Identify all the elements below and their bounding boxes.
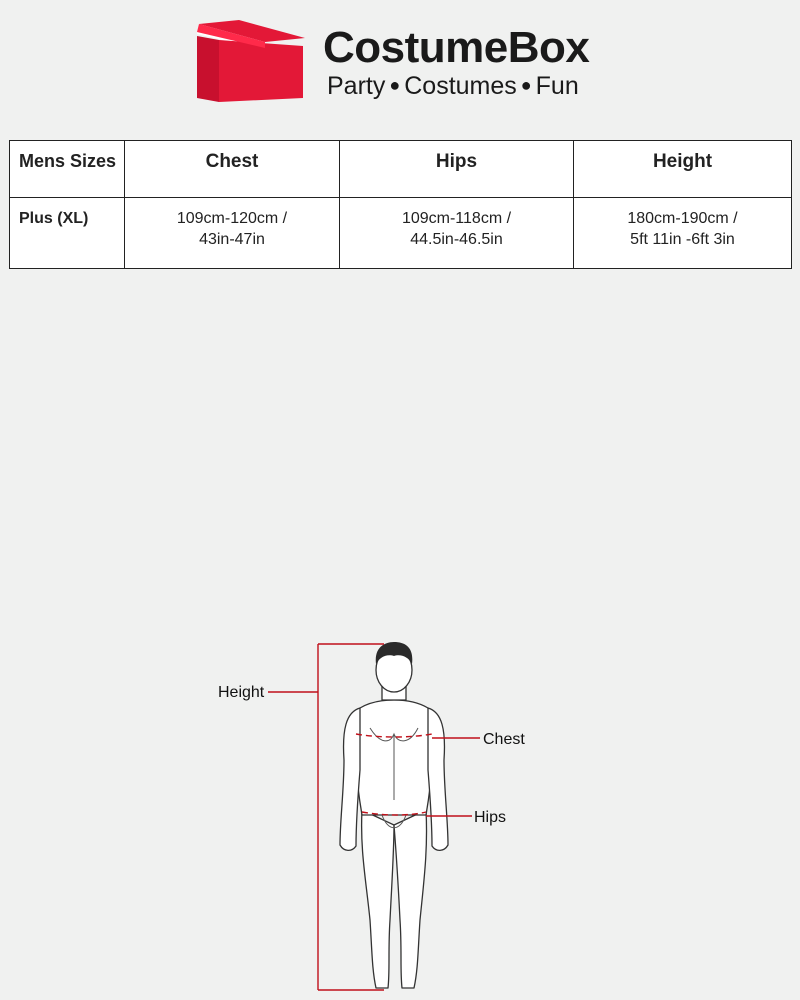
header-chest: Chest [125,141,340,198]
size-cell: Plus (XL) [10,198,125,269]
header-hips: Hips [340,141,574,198]
box-logo-icon [195,20,307,102]
body-measurement-diagram [0,620,800,1000]
header-mens-sizes: Mens Sizes [10,141,125,198]
table-header-row [10,141,792,198]
costumebox-logo[interactable] [195,18,615,108]
chest-label: Chest [483,731,525,748]
human-figure-icon [0,620,800,1000]
chest-cell: 109cm-120cm / 43in-47in [125,198,340,269]
brand-name: CostumeBox [323,23,590,72]
height-label: Height [218,684,265,701]
height-cell: 180cm-190cm / 5ft 11in -6ft 3in [574,198,792,269]
brand-tagline: Party ● Costumes ● Fun [327,72,579,100]
hips-cell: 109cm-118cm / 44.5in-46.5in [340,198,574,269]
size-chart-table [9,140,792,269]
header-height: Height [574,141,792,198]
hips-label: Hips [474,809,507,826]
table-row [10,198,792,269]
